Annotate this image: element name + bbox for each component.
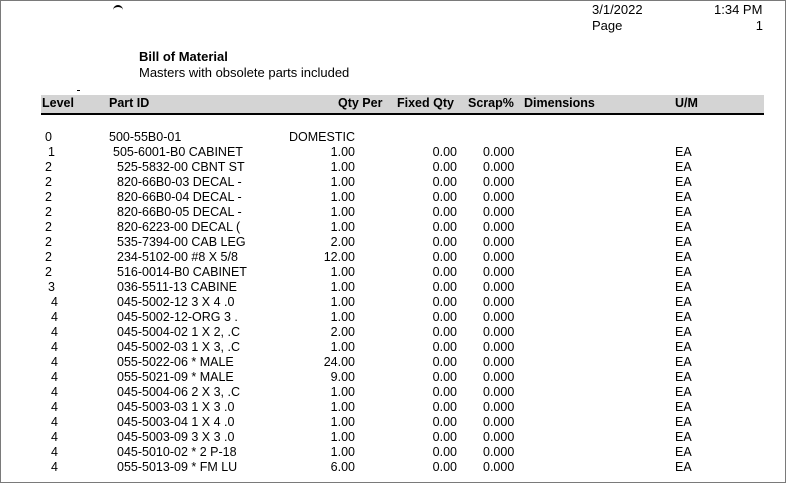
- row-um: EA: [675, 430, 692, 444]
- row-fixed-qty: 0.00: [432, 385, 457, 399]
- table-row: [1, 160, 785, 175]
- row-um: EA: [675, 355, 692, 369]
- row-part-id: 820-66B0-04 DECAL -: [117, 190, 242, 204]
- row-qty-per: 2.00: [330, 235, 355, 249]
- row-qty-per: 1.00: [330, 415, 355, 429]
- row-fixed-qty: 0.00: [432, 445, 457, 459]
- row-qty-per: 1.00: [330, 430, 355, 444]
- row-fixed-qty: 0.00: [432, 265, 457, 279]
- row-part-id: 045-5002-12-ORG 3 .: [117, 310, 238, 324]
- row-scrap: 0.000: [483, 175, 515, 189]
- row-qty-per: 1.00: [330, 400, 355, 414]
- row-level: 4: [51, 295, 58, 309]
- row-part-id: 055-5022-06 * MALE: [117, 355, 234, 369]
- row-qty-per: 1.00: [330, 295, 355, 309]
- row-scrap: 0.000: [483, 415, 515, 429]
- row-um: EA: [675, 145, 692, 159]
- row-qty-per: 1.00: [330, 310, 355, 324]
- row-scrap: 0.000: [483, 385, 515, 399]
- table-row: [1, 175, 785, 190]
- row-fixed-qty: 0.00: [432, 235, 457, 249]
- row-qty-per: 1.00: [330, 145, 355, 159]
- col-header-dimensions: Dimensions: [524, 96, 595, 110]
- row-scrap: 0.000: [483, 235, 515, 249]
- col-header-scrap: Scrap%: [468, 96, 514, 110]
- table-row: [1, 190, 785, 205]
- column-header-rule: [41, 113, 764, 115]
- col-header-part-id: Part ID: [109, 96, 150, 110]
- row-qty-per: 1.00: [330, 175, 355, 189]
- row-scrap: 0.000: [483, 460, 515, 474]
- table-row: [1, 130, 785, 145]
- row-fixed-qty: 0.00: [432, 280, 457, 294]
- row-part-id: 045-5003-04 1 X 4 .0: [117, 415, 235, 429]
- row-fixed-qty: 0.00: [432, 460, 457, 474]
- row-um: EA: [675, 205, 692, 219]
- report-time: 1:34 PM: [714, 2, 763, 17]
- row-fixed-qty: 0.00: [432, 160, 457, 174]
- row-fixed-qty: 0.00: [432, 175, 457, 189]
- row-level: 3: [48, 280, 55, 294]
- row-qty-per: 24.00: [323, 355, 355, 369]
- row-part-id: 234-5102-00 #8 X 5/8: [117, 250, 238, 264]
- scan-tick: [77, 90, 80, 91]
- row-part-id: 525-5832-00 CBNT ST: [117, 160, 245, 174]
- table-row: [1, 370, 785, 385]
- row-qty-per: 1.00: [330, 160, 355, 174]
- row-um: EA: [675, 250, 692, 264]
- row-fixed-qty: 0.00: [432, 355, 457, 369]
- row-part-id: 036-5511-13 CABINE: [117, 280, 237, 294]
- row-um: EA: [675, 160, 692, 174]
- row-part-id: 820-66B0-05 DECAL -: [117, 205, 242, 219]
- row-um: EA: [675, 175, 692, 189]
- row-qty-per: 1.00: [330, 190, 355, 204]
- table-row: [1, 145, 785, 160]
- row-part-id: 535-7394-00 CAB LEG: [117, 235, 246, 249]
- col-header-level: Level: [42, 96, 74, 110]
- row-fixed-qty: 0.00: [432, 400, 457, 414]
- row-scrap: 0.000: [483, 160, 515, 174]
- row-part-id: 820-66B0-03 DECAL -: [117, 175, 242, 189]
- row-level: 2: [45, 205, 52, 219]
- row-level: 4: [51, 325, 58, 339]
- row-fixed-qty: 0.00: [432, 340, 457, 354]
- row-scrap: 0.000: [483, 295, 515, 309]
- row-level: 2: [45, 235, 52, 249]
- row-level: 4: [51, 355, 58, 369]
- row-level: 4: [51, 310, 58, 324]
- row-part-id: 045-5004-02 1 X 2, .C: [117, 325, 240, 339]
- table-row: [1, 460, 785, 475]
- row-qty-per: 1.00: [330, 220, 355, 234]
- row-level: 4: [51, 385, 58, 399]
- row-um: EA: [675, 235, 692, 249]
- row-scrap: 0.000: [483, 265, 515, 279]
- table-row: [1, 445, 785, 460]
- row-part-id: 820-6223-00 DECAL (: [117, 220, 241, 234]
- row-scrap: 0.000: [483, 340, 515, 354]
- row-level: 4: [51, 370, 58, 384]
- row-part-id: 055-5021-09 * MALE: [117, 370, 234, 384]
- row-scrap: 0.000: [483, 250, 515, 264]
- row-um: EA: [675, 280, 692, 294]
- table-row: [1, 340, 785, 355]
- row-scrap: 0.000: [483, 310, 515, 324]
- row-um: EA: [675, 415, 692, 429]
- row-fixed-qty: 0.00: [432, 205, 457, 219]
- row-level: 2: [45, 265, 52, 279]
- row-part-id: 045-5003-03 1 X 3 .0: [117, 400, 235, 414]
- row-level: 2: [45, 250, 52, 264]
- row-scrap: 0.000: [483, 355, 515, 369]
- row-qty-per: 1.00: [330, 205, 355, 219]
- row-part-id: 045-5004-06 2 X 3, .C: [117, 385, 240, 399]
- row-scrap: 0.000: [483, 145, 515, 159]
- row-scrap: 0.000: [483, 280, 515, 294]
- row-fixed-qty: 0.00: [432, 415, 457, 429]
- row-um: EA: [675, 445, 692, 459]
- row-fixed-qty: 0.00: [432, 310, 457, 324]
- row-fixed-qty: 0.00: [432, 250, 457, 264]
- row-fixed-qty: 0.00: [432, 295, 457, 309]
- row-qty-per: 12.00: [323, 250, 355, 264]
- table-row: [1, 325, 785, 340]
- row-scrap: 0.000: [483, 205, 515, 219]
- report-title: Bill of Material: [139, 49, 228, 64]
- table-row: [1, 280, 785, 295]
- row-level: 4: [51, 340, 58, 354]
- row-level: 2: [45, 190, 52, 204]
- page-number: 1: [755, 18, 763, 33]
- col-header-fixed-qty: Fixed Qty: [397, 96, 454, 110]
- scan-mark: [113, 5, 123, 10]
- row-um: EA: [675, 340, 692, 354]
- row-part-id: 045-5002-03 1 X 3, .C: [117, 340, 240, 354]
- page-label: Page: [592, 18, 623, 33]
- row-um: EA: [675, 400, 692, 414]
- row-fixed-qty: 0.00: [432, 430, 457, 444]
- row-scrap: 0.000: [483, 400, 515, 414]
- table-row: [1, 355, 785, 370]
- row-fixed-qty: 0.00: [432, 145, 457, 159]
- row-fixed-qty: 0.00: [432, 325, 457, 339]
- row-qty-per: 1.00: [330, 340, 355, 354]
- row-part-id: 045-5003-09 3 X 3 .0: [117, 430, 235, 444]
- row-qty-per: 9.00: [330, 370, 355, 384]
- row-scrap: 0.000: [483, 325, 515, 339]
- table-row: [1, 400, 785, 415]
- col-header-qty-per: Qty Per: [338, 96, 383, 110]
- row-scrap: 0.000: [483, 445, 515, 459]
- row-qty-per: 1.00: [330, 445, 355, 459]
- row-level: 4: [51, 430, 58, 444]
- table-row: [1, 250, 785, 265]
- row-part-id: 505-6001-B0 CABINET: [113, 145, 243, 159]
- row-qty-per: 1.00: [330, 385, 355, 399]
- row-um: EA: [675, 295, 692, 309]
- table-row: [1, 235, 785, 250]
- row-level: 2: [45, 160, 52, 174]
- table-row: [1, 310, 785, 325]
- row-part-id: 045-5002-12 3 X 4 .0: [117, 295, 235, 309]
- row-scrap: 0.000: [483, 430, 515, 444]
- table-row: [1, 295, 785, 310]
- row-qty-per: DOMESTIC: [289, 130, 355, 144]
- table-row: [1, 385, 785, 400]
- table-row: [1, 220, 785, 235]
- table-row: [1, 415, 785, 430]
- row-level: 0: [45, 130, 52, 144]
- col-header-um: U/M: [675, 96, 698, 110]
- row-level: 4: [51, 400, 58, 414]
- table-row: [1, 265, 785, 280]
- table-row: [1, 430, 785, 445]
- row-um: EA: [675, 460, 692, 474]
- row-part-id: 500-55B0-01: [109, 130, 182, 144]
- report-date: 3/1/2022: [592, 2, 643, 17]
- row-fixed-qty: 0.00: [432, 190, 457, 204]
- row-level: 4: [51, 460, 58, 474]
- row-level: 2: [45, 220, 52, 234]
- table-row: [1, 205, 785, 220]
- row-um: EA: [675, 385, 692, 399]
- row-um: EA: [675, 310, 692, 324]
- row-um: EA: [675, 190, 692, 204]
- row-part-id: 516-0014-B0 CABINET: [117, 265, 247, 279]
- row-scrap: 0.000: [483, 370, 515, 384]
- row-qty-per: 2.00: [330, 325, 355, 339]
- row-um: EA: [675, 325, 692, 339]
- row-qty-per: 6.00: [330, 460, 355, 474]
- row-scrap: 0.000: [483, 220, 515, 234]
- row-um: EA: [675, 220, 692, 234]
- row-fixed-qty: 0.00: [432, 370, 457, 384]
- row-level: 4: [51, 415, 58, 429]
- row-fixed-qty: 0.00: [432, 220, 457, 234]
- row-scrap: 0.000: [483, 190, 515, 204]
- row-qty-per: 1.00: [330, 280, 355, 294]
- report-subtitle: Masters with obsolete parts included: [139, 65, 350, 80]
- row-level: 1: [48, 145, 55, 159]
- row-level: 4: [51, 445, 58, 459]
- row-part-id: 045-5010-02 * 2 P-18: [117, 445, 237, 459]
- row-um: EA: [675, 265, 692, 279]
- row-level: 2: [45, 175, 52, 189]
- row-part-id: 055-5013-09 * FM LU: [117, 460, 238, 474]
- row-qty-per: 1.00: [330, 265, 355, 279]
- row-um: EA: [675, 370, 692, 384]
